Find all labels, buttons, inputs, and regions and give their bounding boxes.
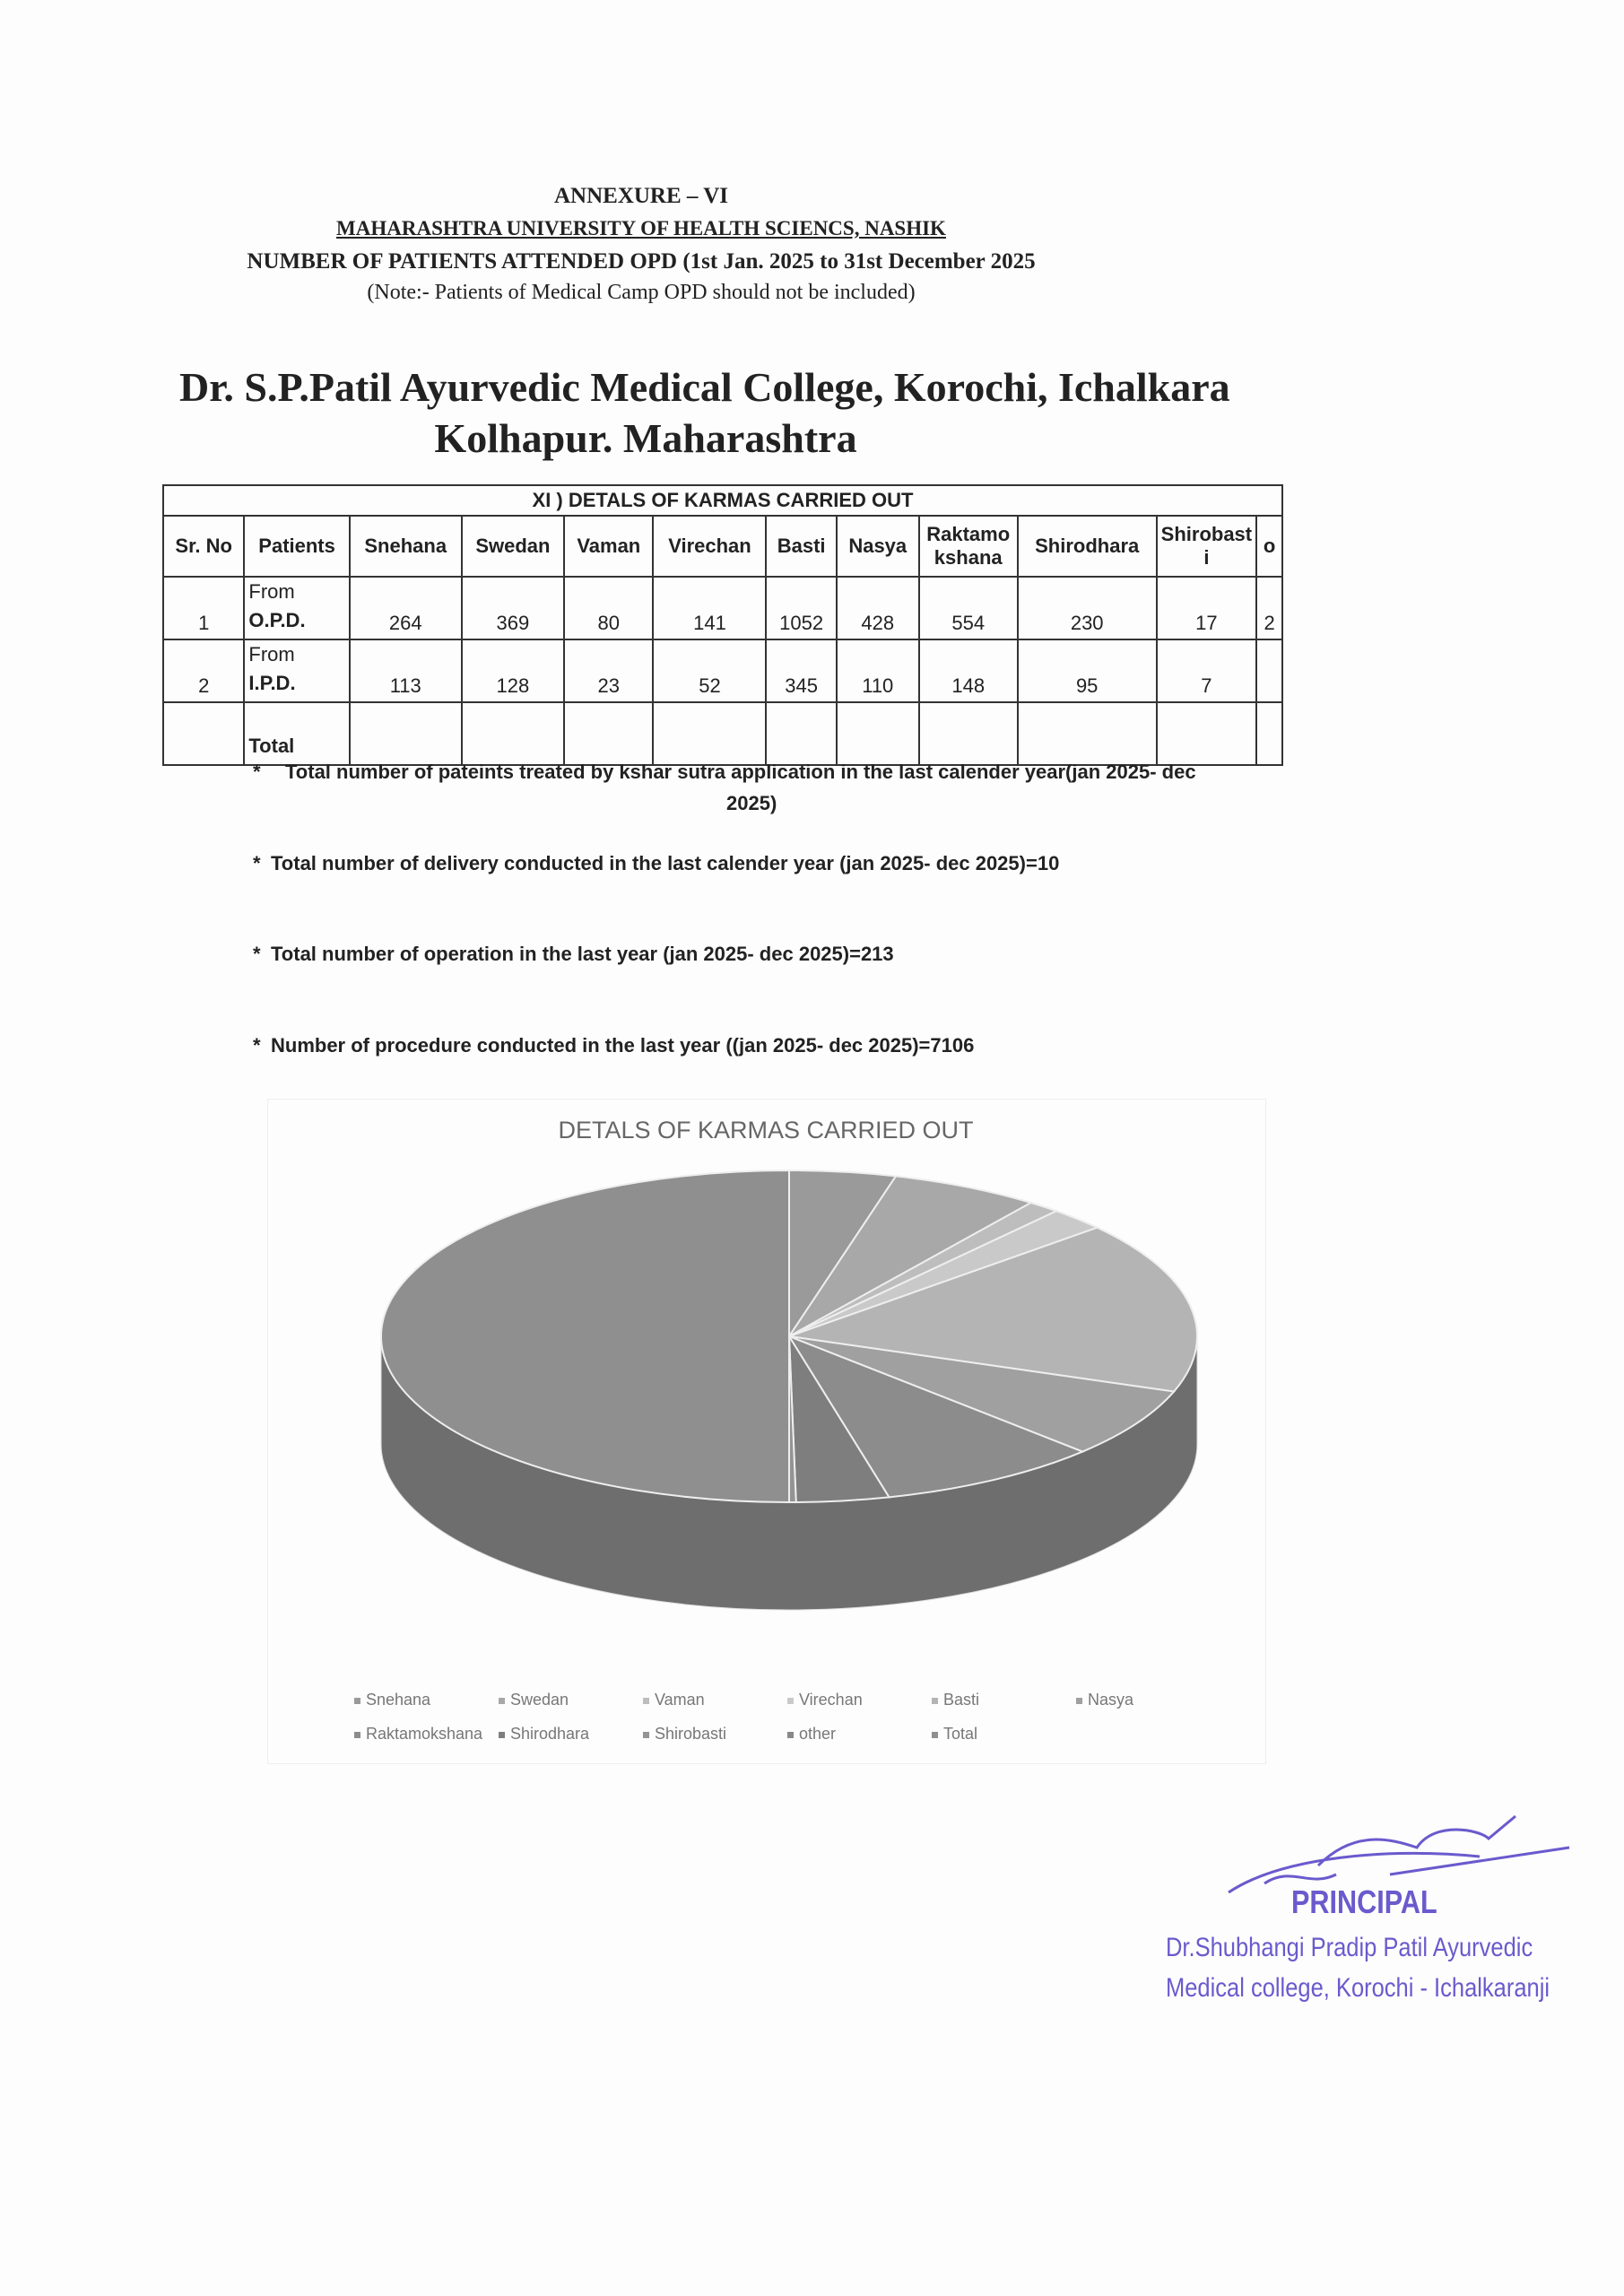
legend-label: Swedan — [510, 1691, 569, 1709]
legend-swatch-icon — [643, 1698, 649, 1704]
value-cell: 2 — [1256, 577, 1282, 639]
legend-item — [932, 1725, 977, 1744]
bullet-operation: Total number of operation in the last year (jan 2025- dec 2025)=213 — [271, 943, 894, 965]
bullet-kshar-sutra-cont: 2025) — [726, 792, 777, 814]
bullet-star: * — [253, 761, 261, 783]
legend-item — [643, 1725, 726, 1744]
col-header: Basti — [766, 516, 836, 577]
legend-item — [499, 1725, 589, 1744]
legend-swatch-icon — [932, 1732, 938, 1738]
value-cell: 230 — [1018, 577, 1157, 639]
value-cell: 345 — [766, 639, 836, 702]
value-cell: 264 — [350, 577, 462, 639]
legend-label: Basti — [943, 1691, 980, 1709]
col-header: Sr. No — [163, 516, 244, 577]
legend-swatch-icon — [787, 1732, 794, 1738]
table-caption: XI ) DETALS OF KARMAS CARRIED OUT — [163, 485, 1282, 516]
patients-type: I.P.D. — [248, 672, 296, 694]
patients-type: O.P.D. — [248, 609, 306, 631]
legend-label: Shirodhara — [510, 1725, 590, 1743]
legend-swatch-icon — [499, 1698, 505, 1704]
report-note: (Note:- Patients of Medical Camp OPD should not be included) — [367, 281, 916, 304]
bullet-star: * — [253, 943, 261, 965]
value-cell: 428 — [837, 577, 919, 639]
value-cell: 128 — [462, 639, 564, 702]
bullet-kshar-sutra: Total number of pateints treated by kshar sutra application in the last calender year(jan 2025- dec — [285, 761, 1196, 783]
sr-no: 1 — [163, 577, 244, 639]
col-header: Vaman — [564, 516, 653, 577]
legend-label: Vaman — [655, 1691, 705, 1709]
legend-swatch-icon — [643, 1732, 649, 1738]
legend-label: Raktamokshana — [366, 1725, 483, 1743]
legend-item — [1076, 1691, 1133, 1709]
legend-item — [932, 1691, 979, 1709]
legend-item — [787, 1725, 836, 1744]
value-cell: 113 — [350, 639, 462, 702]
col-header: Nasya — [837, 516, 919, 577]
value-cell: 95 — [1018, 639, 1157, 702]
value-cell: 369 — [462, 577, 564, 639]
legend-item — [354, 1725, 482, 1744]
sr-no: 2 — [163, 639, 244, 702]
legend-swatch-icon — [1076, 1698, 1082, 1704]
value-cell: 554 — [919, 577, 1018, 639]
university-name: MAHARASHTRA UNIVERSITY OF HEALTH SCIENCS, NASHIK — [336, 217, 946, 239]
value-cell: 148 — [919, 639, 1018, 702]
legend-swatch-icon — [354, 1698, 360, 1704]
patients-from: From — [248, 580, 295, 603]
legend-swatch-icon — [932, 1698, 938, 1704]
col-header: Raktamo kshana — [919, 516, 1018, 577]
col-header: Swedan — [462, 516, 564, 577]
signature-college: Medical college, Korochi - Ichalkaranji — [1166, 1973, 1550, 2003]
report-subtitle: NUMBER OF PATIENTS ATTENDED OPD (1st Jan. 2025 to 31st December 2025 — [247, 249, 1036, 274]
legend-label: Snehana — [366, 1691, 431, 1709]
annexure-title: ANNEXURE – VI — [553, 184, 728, 208]
value-cell: 23 — [564, 639, 653, 702]
bullet-star: * — [253, 1034, 261, 1057]
legend-swatch-icon — [499, 1732, 505, 1738]
value-cell: 7 — [1157, 639, 1256, 702]
patients-type: Total — [248, 735, 295, 757]
legend-item — [787, 1691, 863, 1709]
col-header: Shirodhara — [1018, 516, 1157, 577]
patients-from: From — [248, 643, 295, 665]
col-header: Shirobast i — [1157, 516, 1256, 577]
col-header: Patients — [244, 516, 349, 577]
col-header: Virechan — [653, 516, 766, 577]
bullet-delivery: Total number of delivery conducted in the last calender year (jan 2025- dec 2025)=10 — [271, 852, 1060, 874]
legend-label: Nasya — [1088, 1691, 1134, 1709]
signature-name: Dr.Shubhangi Pradip Patil Ayurvedic — [1166, 1933, 1533, 1962]
col-header: Snehana — [350, 516, 462, 577]
col-header: o — [1256, 516, 1282, 577]
legend-label: Shirobasti — [655, 1725, 727, 1743]
value-cell: 141 — [653, 577, 766, 639]
legend-swatch-icon — [787, 1698, 794, 1704]
legend-item — [643, 1691, 705, 1709]
legend-item — [354, 1691, 430, 1709]
bullet-procedure: Number of procedure conducted in the last year ((jan 2025- dec 2025)=7106 — [271, 1034, 975, 1057]
chart-title: DETALS OF KARMAS CARRIED OUT — [558, 1117, 974, 1144]
value-cell: 52 — [653, 639, 766, 702]
signature-title: PRINCIPAL — [1291, 1883, 1437, 1920]
legend-swatch-icon — [354, 1732, 360, 1738]
value-cell: 110 — [837, 639, 919, 702]
legend-item — [499, 1691, 569, 1709]
bullet-star: * — [253, 852, 261, 874]
legend-label: other — [799, 1725, 837, 1743]
value-cell: 80 — [564, 577, 653, 639]
college-name: Dr. S.P.Patil Ayurvedic Medical College, Korochi, Ichalkara — [179, 364, 1230, 410]
college-location: Kolhapur. Maharashtra — [434, 415, 857, 461]
legend-label: Virechan — [799, 1691, 863, 1709]
legend-label: Total — [943, 1725, 978, 1743]
value-cell: 17 — [1157, 577, 1256, 639]
value-cell: 1052 — [766, 577, 836, 639]
